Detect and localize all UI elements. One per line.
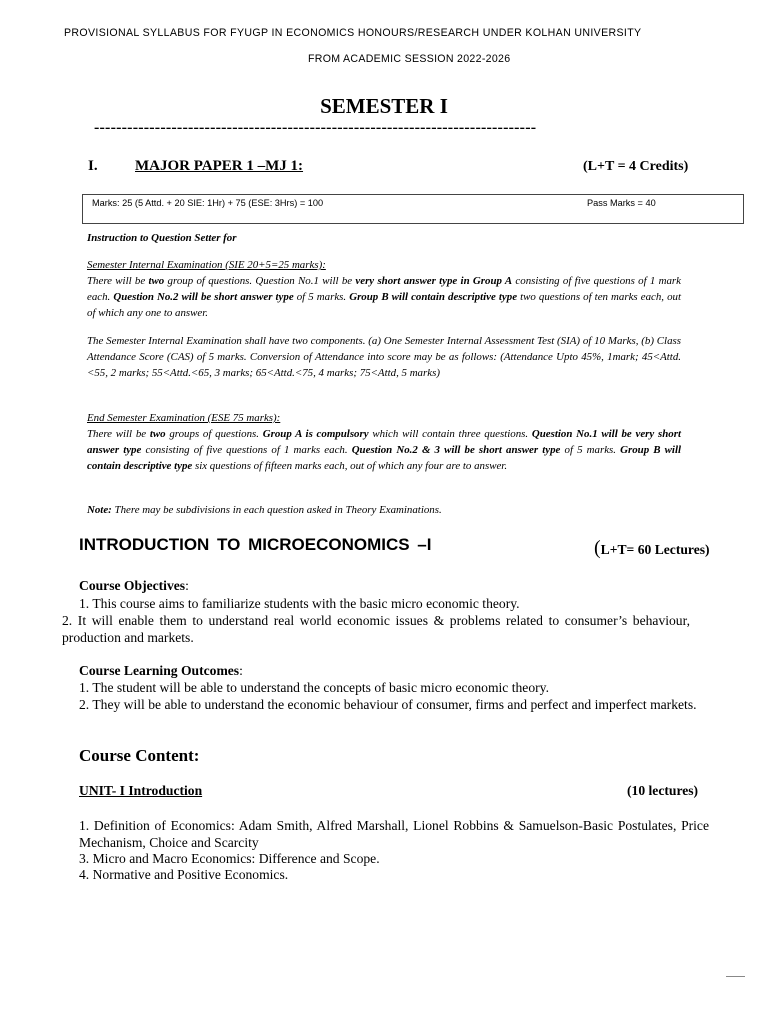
- note: Note: There may be subdivisions in each question asked in Theory Examinations.: [87, 504, 442, 516]
- marks-text: Marks: 25 (5 Attd. + 20 SIE: 1Hr) + 75 (ESE: 3Hrs) = 100: [92, 198, 324, 208]
- course-title: INTRODUCTION TO MICROECONOMICS –I: [79, 535, 432, 554]
- unit-1-item-2: 3. Micro and Macro Economics: Difference and Scope.: [79, 851, 380, 866]
- ese-paragraph: There will be two groups of questions. Group A is compulsory which will contain three questions. Question No.1 will be very short answer type consisting of five questions of 1 marks each. Question No.2 & 3 will be short answer type of 5 marks. Group B will contain descriptive type six questions of fifteen marks each, out of which any four are to answer.: [87, 428, 681, 472]
- sie-paragraph: There will be two group of questions. Question No.1 will be very short answer type in Group A consisting of five questions of 1 mark each. Question No.2 will be short answer type of 5 marks. Group B will contain descriptive type two questions of ten marks each, out of which any one to answer.: [87, 275, 682, 319]
- header-line-2: FROM ACADEMIC SESSION 2022-2026: [308, 53, 511, 65]
- instruction-heading: Instruction to Question Setter for: [87, 232, 237, 244]
- major-paper-number: I.: [88, 158, 98, 174]
- objective-1: 1. This course aims to familiarize students with the basic micro economic theory.: [79, 596, 520, 611]
- outcome-1: 1. The student will be able to understand the concepts of basic micro economic theory.: [79, 680, 549, 695]
- course-content-heading: Course Content:: [79, 746, 200, 765]
- page-corner-divider: [726, 976, 745, 977]
- header-line-1: PROVISIONAL SYLLABUS FOR FYUGP IN ECONOMICS HONOURS/RESEARCH UNDER KOLHAN UNIVERSITY: [64, 27, 642, 39]
- pass-marks-text: Pass Marks = 40: [587, 198, 656, 208]
- unit-1-item-1: 1. Definition of Economics: Adam Smith, Alfred Marshall, Lionel Robbins & Samuelson-Basic Postulates, Price Mechanism, Choice and Scarcity: [79, 818, 709, 850]
- unit-1-title: UNIT- I Introduction: [79, 783, 203, 798]
- components-paragraph: The Semester Internal Examination shall have two components. (a) One Semester Internal Assessment Test (SIA) of 10 Marks, (b) Class Attendance Score (CAS) of 5 marks. Conversion of Attendance into score may be as follows: (Attendance Upto 45%, 1mark; 45<Attd.<55, 2 marks; 55<Attd.<65, 3 marks; 65<Attd.<75, 4 marks; 75<Attd, 5 marks): [87, 335, 681, 379]
- outcome-2: 2. They will be able to understand the economic behaviour of consumer, firms and perfect and imperfect markets.: [79, 697, 697, 712]
- unit-1-lectures: (10 lectures): [627, 783, 699, 798]
- major-paper-title: MAJOR PAPER 1 –MJ 1:: [135, 158, 304, 174]
- dashed-divider: --------------------------------------------------------------------------------: [94, 119, 537, 136]
- unit-1-item-3: 4. Normative and Positive Economics.: [79, 867, 289, 882]
- sie-heading: Semester Internal Examination (SIE 20+5=25 marks):: [87, 259, 326, 271]
- note-label: Note:: [87, 504, 112, 516]
- objectives-heading: Course Objectives:: [79, 578, 189, 593]
- ese-heading: End Semester Examination (ESE 75 marks):: [87, 412, 281, 424]
- objective-2: 2. It will enable them to understand real world economic issues & problems related to consumer’s behaviour, production and markets.: [62, 613, 690, 645]
- course-lectures: (L+T= 60 Lectures): [594, 537, 710, 559]
- semester-title: SEMESTER I: [320, 94, 448, 118]
- major-paper-credits: (L+T = 4 Credits): [583, 159, 689, 174]
- outcomes-heading: Course Learning Outcomes:: [79, 663, 243, 678]
